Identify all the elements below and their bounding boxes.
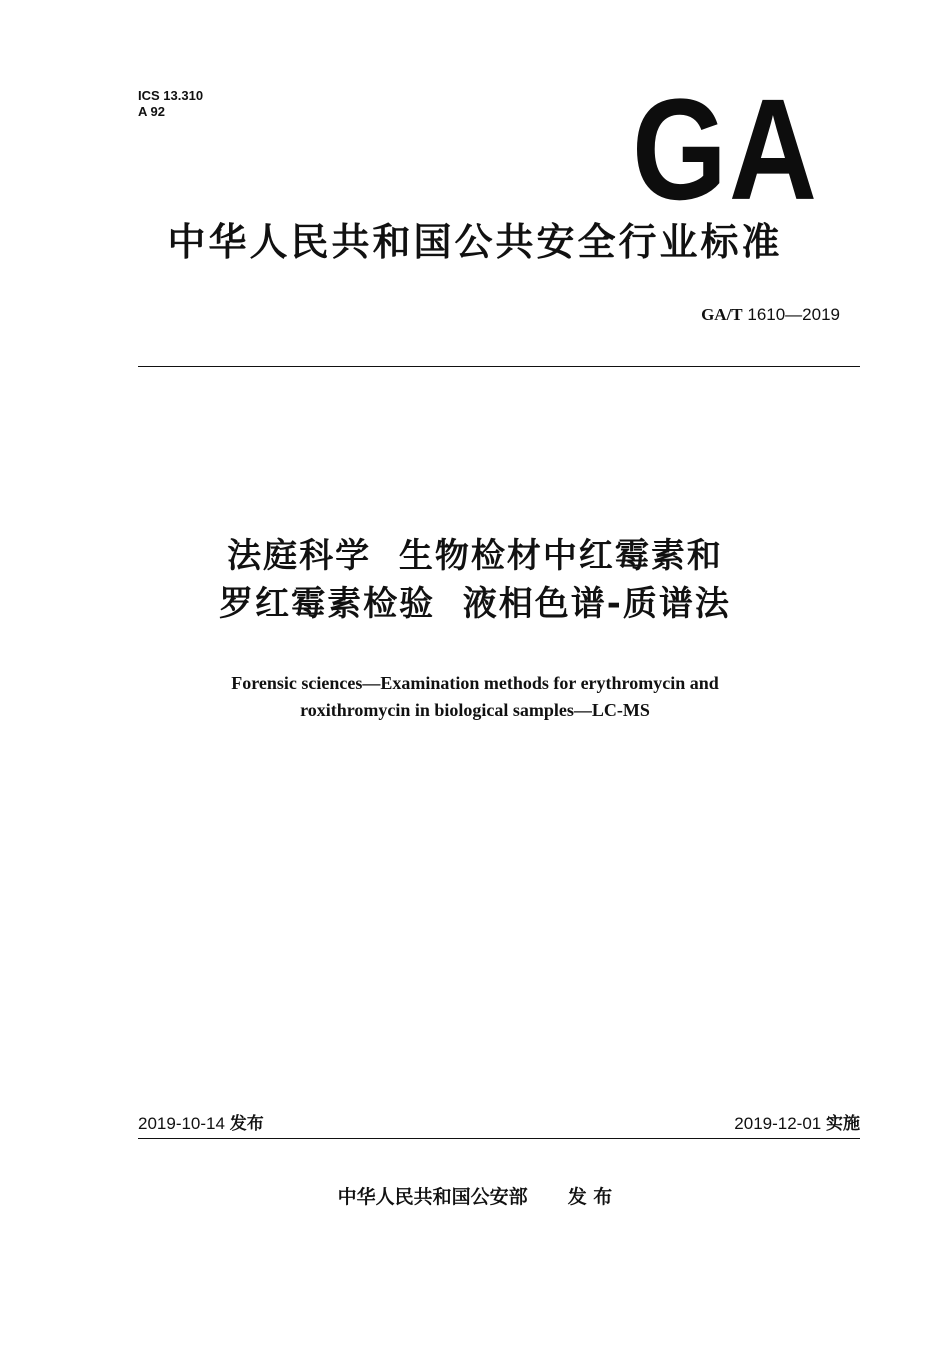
chinese-title [0,532,950,628]
issue-date [138,1112,264,1136]
effective-date-value: 2019-12-01 [734,1114,822,1133]
publisher-name: 中华人民共和国公安部 [337,1186,528,1208]
issue-date-label: 发布 [229,1114,264,1134]
english-title [0,670,950,724]
ga-logo: GA [632,69,819,230]
chinese-title-line-2: 罗红霉素检验 液相色谱-质谱法 [219,584,731,624]
ics-code: ICS 13.310 [138,88,204,103]
english-title-line-2: roxithromycin in biological samples—LC-MS [300,700,650,720]
chinese-title-line-1: 法庭科学 生物检材中红霉素和 [227,536,723,576]
effective-date-label: 实施 [826,1114,860,1134]
standard-category-title: 中华人民共和国公共安全行业标准 [167,220,783,264]
standard-number [701,304,840,326]
footer-divider [138,1138,860,1139]
class-code: A 92 [138,104,165,119]
issue-date-value: 2019-10-14 [138,1114,225,1133]
effective-date [734,1112,860,1136]
header-divider [138,366,860,367]
english-title-line-1: Forensic sciences—Examination methods for erythromycin and [231,673,719,693]
classification-codes [138,88,203,120]
publisher-action: 发 布 [567,1186,613,1208]
standard-number-prefix: GA/T [701,305,743,324]
publisher [0,1184,950,1210]
standard-number-value: 1610—2019 [747,305,840,324]
